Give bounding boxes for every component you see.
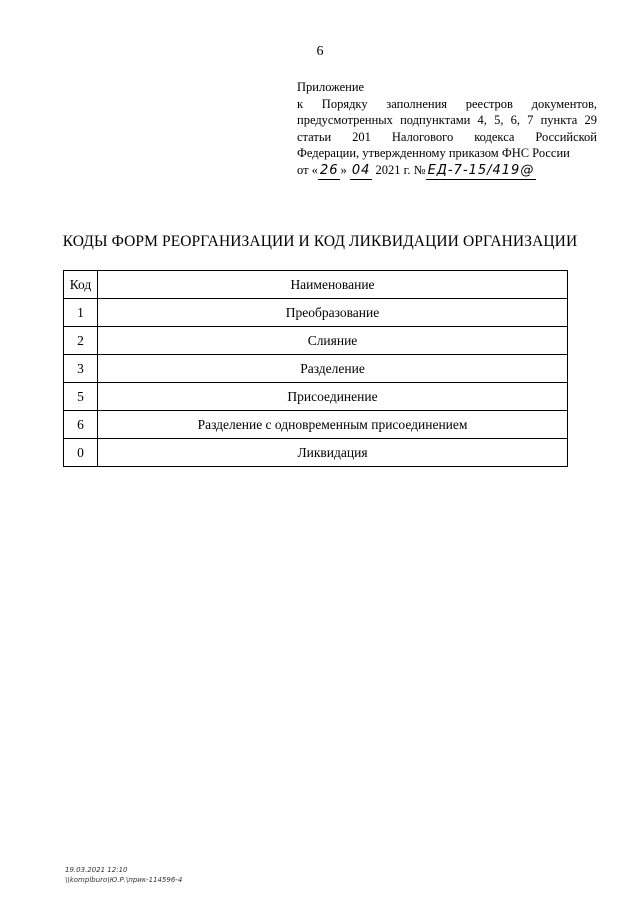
- row-code: 3: [64, 355, 98, 383]
- page-number: 6: [316, 44, 324, 59]
- appendix-line-2: предусмотренных подпунктами 4, 5, 6, 7 пункта 29: [297, 113, 597, 127]
- table-row: [64, 327, 568, 355]
- footer-datetime: 19.03.2021 12:10: [65, 866, 128, 874]
- row-code: 6: [64, 411, 98, 439]
- table-row: [64, 299, 568, 327]
- row-code: 5: [64, 383, 98, 411]
- appendix-date-line: [297, 162, 597, 181]
- date-month: 04: [350, 163, 373, 181]
- row-code: 2: [64, 327, 98, 355]
- footer-path: \\komplburo\Ю.Р.\прик-114596-4: [65, 876, 183, 884]
- footer-stamp: [65, 865, 182, 885]
- document-title: КОДЫ ФОРМ РЕОРГАНИЗАЦИИ И КОД ЛИКВИДАЦИИ ОРГАНИЗАЦИИ: [62, 233, 578, 250]
- order-number: ЕД-7-15/419@: [426, 163, 537, 181]
- date-sep: »: [340, 162, 347, 177]
- header-name: Наименование: [98, 271, 568, 299]
- header-code: Код: [64, 271, 98, 299]
- table-row: [64, 411, 568, 439]
- table-row: [64, 383, 568, 411]
- appendix-line-1: к Порядку заполнения реестров документов,: [297, 96, 597, 111]
- row-name: Ликвидация: [98, 439, 568, 467]
- row-code: 1: [64, 299, 98, 327]
- date-prefix: от «: [297, 162, 318, 177]
- row-name: Разделение с одновременным присоединением: [98, 411, 568, 439]
- row-code: 0: [64, 439, 98, 467]
- date-year: 2021 г. №: [375, 162, 426, 177]
- appendix-line-4: Федерации, утвержденному приказом ФНС России: [297, 146, 570, 160]
- table-row: [64, 439, 568, 467]
- codes-table: [63, 270, 568, 467]
- appendix-line-3: статьи 201 Налогового кодекса Российской: [297, 129, 597, 144]
- row-name: Присоединение: [98, 383, 568, 411]
- appendix-title: Приложение: [297, 80, 365, 94]
- table-header-row: [64, 271, 568, 299]
- appendix-header: [297, 79, 597, 180]
- row-name: Разделение: [98, 355, 568, 383]
- date-day: 26: [318, 163, 341, 181]
- row-name: Преобразование: [98, 299, 568, 327]
- row-name: Слияние: [98, 327, 568, 355]
- table-row: [64, 355, 568, 383]
